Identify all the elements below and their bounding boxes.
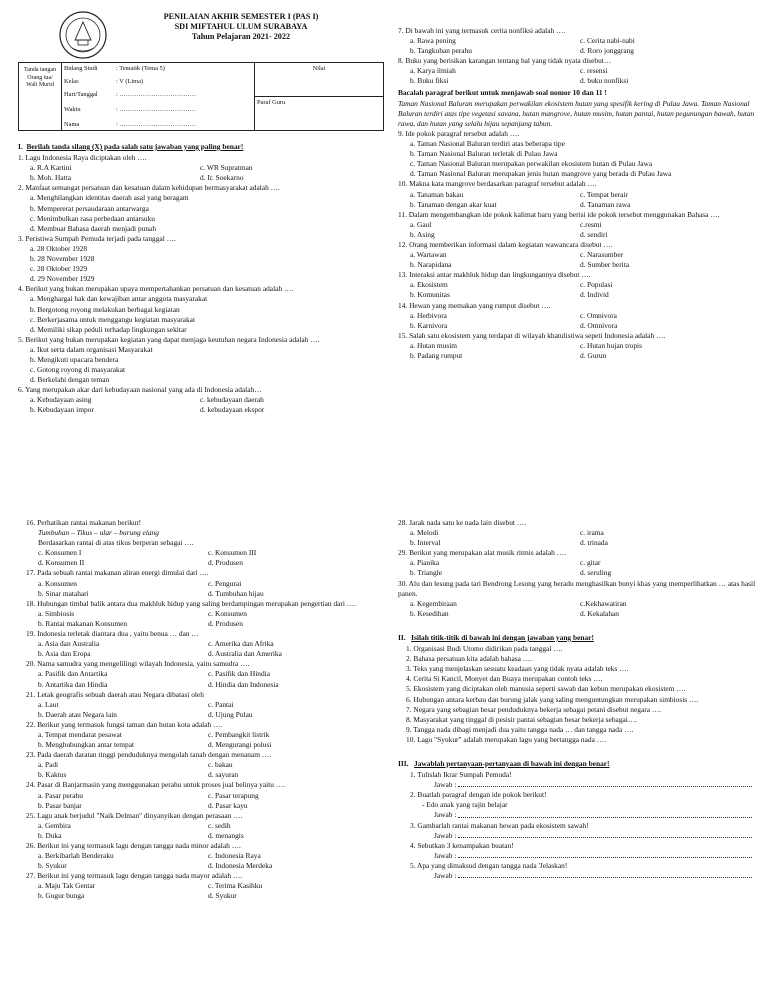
question <box>18 153 390 183</box>
answer-option[interactable]: d. Hindia dan Indonesia <box>208 679 279 689</box>
waktu-field[interactable]: : ……………………………… <box>116 106 197 113</box>
answer-option[interactable]: d. trinada <box>580 538 608 548</box>
answer-option[interactable]: b. Sinar matahari <box>38 588 89 598</box>
kelas-value: : V (Lima) <box>116 78 144 85</box>
question-text: 18. Hubungan timbal balik antara dua makhluk hidup yang saling berdampingan merupakan pengertian dari …. <box>26 598 357 608</box>
answer-option[interactable]: a. Laut <box>38 699 59 709</box>
section-2-heading <box>398 633 760 643</box>
essay-question-text: 4. Sebutkan 3 kenampakan buatan! <box>410 840 514 850</box>
essay-list <box>398 770 760 881</box>
fill-in-item: 6. Hubungan antara kerbau dan burung jalak yang saling menguntungkan merupakan simbiosis …. <box>406 694 699 704</box>
fill-in-item: 3. Teks yang menjelaskan sesuatu keadaan yang tidak nyata adalah teks …. <box>406 664 629 674</box>
answer-options <box>26 609 390 629</box>
answer-option[interactable]: a. Pasifik dan Antartika <box>38 669 108 679</box>
answer-option[interactable]: c. sedih <box>208 820 231 830</box>
question <box>18 183 390 233</box>
answer-dots[interactable] <box>458 871 752 878</box>
answer-dots[interactable] <box>458 780 752 787</box>
question-16-prompt: Berdasarkan rantai di atas tikus berperan sebagai …. <box>38 538 194 548</box>
answer-option[interactable]: a. Tempat mendarat pesawat <box>38 729 122 739</box>
question <box>398 240 760 270</box>
question-text: 14. Hewan yang memakan yang rumput disebut …. <box>398 300 551 310</box>
fill-in-item: 9. Tangga nada dibagi menjadi dua yaitu tangga nada … dan tangga nada …. <box>406 724 634 734</box>
answer-option[interactable]: a. Berkibarlah Benderaku <box>38 851 114 861</box>
student-info-table <box>18 62 384 131</box>
answer-option[interactable]: c. Pasar terapung <box>208 790 259 800</box>
bidang-value: : Tematik (Tema 5) <box>116 65 165 72</box>
answer-option[interactable]: a. Wartawan <box>410 250 447 260</box>
answer-options <box>26 851 390 871</box>
right-column-top <box>398 26 760 361</box>
answer-dots[interactable] <box>458 851 752 858</box>
answer-option[interactable]: b. Kebudayaan impor <box>30 405 94 415</box>
answer-option[interactable]: a. Konsumen <box>38 578 77 588</box>
answer-option[interactable]: b. Kesedihan <box>410 608 449 618</box>
answer-options <box>26 579 390 599</box>
question-text: 28. Jarak nada satu ke nada lain disebut …. <box>398 518 527 527</box>
passage-heading: Bacalah paragraf berikut untuk menjawab soal nomor 10 dan 11 ! <box>398 87 607 97</box>
question-text: 23. Pada daerah daratan tinggi penduduknya mengolah tanah dengan menanam …. <box>26 750 272 760</box>
answer-option[interactable]: c. Omnivora <box>580 310 617 320</box>
question-text: 4. Berikut yang bukan merupakan upaya mempertahankan persatuan dan kesatuan adalah …. <box>18 284 294 294</box>
section-3-number: III. <box>398 758 409 768</box>
answer-option[interactable]: b. Mengikuti upacara bendera <box>30 354 119 364</box>
answer-option[interactable]: a. Ikut serta dalam organisasi Masyarakat <box>30 344 153 354</box>
question <box>26 720 390 750</box>
answer-option[interactable]: a. Maju Tak Gentar <box>38 881 96 891</box>
question-text: 27. Berikut ini yang termasuk lagu dengan tangga nada mayor adalah …. <box>26 871 243 881</box>
question <box>398 518 760 548</box>
answer-option[interactable]: c. Terima Kasihku <box>208 881 263 891</box>
answer-options <box>398 190 760 210</box>
answer-option[interactable]: c.resmi <box>580 219 602 229</box>
food-chain-text: Tumbuhan – Tikus – ular – burung elang <box>38 528 159 538</box>
jawab-label: Jawab : <box>434 810 457 820</box>
answer-option[interactable]: b. Pasar banjar <box>38 800 82 810</box>
question <box>398 579 760 619</box>
answer-option[interactable]: c. Konsumen I <box>38 548 82 558</box>
answer-option[interactable]: b. Moh. Hatta <box>30 173 72 183</box>
answer-option[interactable]: b. Rantai makanan Konsumen <box>38 618 128 628</box>
school-name: SDI MIFTAHUL ULUM SURABAYA <box>174 22 308 31</box>
answer-option[interactable]: c. Taman Nasional Baluran merupakan perwakilan ekosistem hutan di Pulau Jawa <box>410 159 653 169</box>
answer-option[interactable]: b. Interval <box>410 538 441 548</box>
answer-option[interactable]: d. Ujung Pulau <box>208 709 253 719</box>
fill-in-item: 4. Cerita Si Kancil, Monyet dan Buaya merupakan contoh teks …. <box>406 674 603 684</box>
question-16 <box>26 518 390 568</box>
answer-option[interactable]: d. kebudayaan ekspor <box>200 405 265 415</box>
answer-options <box>398 250 760 270</box>
question-text: 2. Manfaat semangat persatuan dan kesatuan dalam kehidupan bermasyarakat adalah …. <box>18 183 280 193</box>
answer-option[interactable]: b. Komunitas <box>410 290 450 300</box>
question-text: 8. Buku yang berisikan karangan tentang hal yang tidak nyata disebut… <box>398 56 612 66</box>
answer-options <box>398 139 760 179</box>
answer-line[interactable] <box>410 851 760 861</box>
answer-option[interactable]: c. Gotong royong di masyarakat <box>30 365 126 375</box>
answer-option[interactable]: c. Konsumen III <box>208 548 257 558</box>
answer-option[interactable]: d. Produsen <box>208 618 243 628</box>
answer-option[interactable]: c. Pembangkit listrik <box>208 729 270 739</box>
nama-label: Nama <box>64 121 80 128</box>
answer-option[interactable]: b. 28 November 1928 <box>30 254 95 264</box>
answer-line[interactable] <box>410 780 760 790</box>
question-text: 15. Salah satu ekosistem yang terdapat di wilayah khatulistiwa sepeti Indonesia adalah …. <box>398 330 666 340</box>
question-list-7-8 <box>398 26 760 87</box>
answer-option[interactable]: a. Taman Nasional Baluran terdiri atas beberapa tipe <box>410 139 565 149</box>
question <box>398 270 760 300</box>
exam-header <box>18 6 390 134</box>
essay-question-text: 1. Tulislah Ikrar Sumpah Pemuda! <box>410 770 512 780</box>
answer-option[interactable]: c. Pengurai <box>208 578 242 588</box>
answer-option[interactable]: b. Duka <box>38 830 62 840</box>
jawab-label: Jawab : <box>434 830 457 840</box>
answer-option[interactable]: c. Amerika dan Afrika <box>208 639 274 649</box>
answer-option[interactable]: c. Tempat berair <box>580 189 628 199</box>
answer-option[interactable]: d. Mengurangi polusi <box>208 740 272 750</box>
nilai-cell <box>255 63 384 97</box>
jawab-label: Jawab : <box>434 780 457 790</box>
question-text: 11. Dalam mengembangkan ide pokok kalimat baru yang berisi ide pokok tersebut menggunakan Bahasa …. <box>398 209 720 219</box>
answer-option[interactable]: a. Pasar perahu <box>38 790 83 800</box>
essay-question-text: 5. Apa yang dimaksud dengan tangga nada 'Jelaskan! <box>410 860 568 870</box>
answer-option[interactable]: c. Hutan hujan tropis <box>580 340 642 350</box>
answer-option[interactable]: b. Menghubungkan antar tempat <box>38 740 135 750</box>
answer-options <box>26 791 390 811</box>
answer-option[interactable]: d. Ir. Soekarno <box>200 173 244 183</box>
section-2-instruction: Isilah titik-titik di bawah ini dengan jawaban yang benar! <box>411 632 594 642</box>
answer-options <box>26 730 390 750</box>
question <box>26 841 390 871</box>
answer-option[interactable]: d. Kekalahan <box>580 608 619 618</box>
answer-option[interactable]: b. Narapidana <box>410 260 452 270</box>
answer-option[interactable]: c. Konsumen <box>208 608 247 618</box>
question-list-17-27 <box>26 568 390 901</box>
answer-options <box>398 558 760 578</box>
answer-option[interactable]: a. Ekosistem <box>410 280 448 290</box>
answer-option[interactable]: d. Tumbuhan hijau <box>208 588 264 598</box>
answer-option[interactable]: c. Cerita nabi-nabi <box>580 36 635 46</box>
answer-options <box>18 345 390 385</box>
answer-option[interactable]: b. Mempererat persaudaraan antarwarga <box>30 203 149 213</box>
jawab-label: Jawab : <box>434 871 457 880</box>
answer-option[interactable]: c. WR Supratman <box>200 163 253 173</box>
answer-options <box>26 639 390 659</box>
question-list-28-30 <box>398 518 760 619</box>
right-column-bottom <box>398 518 760 881</box>
hari-field[interactable]: : ……………………………… <box>116 91 197 98</box>
question <box>398 56 760 86</box>
nilai-label: Nilai <box>312 65 326 72</box>
answer-options <box>398 66 760 86</box>
answer-options <box>26 700 390 720</box>
question-text: 12. Orang memberikan informasi dalam kegiatan wawancara disebut …. <box>398 239 613 249</box>
answer-line[interactable] <box>410 810 760 820</box>
answer-dots[interactable] <box>458 831 752 838</box>
question-text: 6. Yang merupakan akar dari kebudayaan nasional yang ada di Indonesia adalah… <box>18 385 262 395</box>
answer-option[interactable]: b. Padang rumput <box>410 351 463 360</box>
answer-option[interactable]: d. 29 November 1929 <box>30 274 95 284</box>
answer-option[interactable]: c. gitar <box>580 558 601 568</box>
essay-question <box>410 861 760 881</box>
question-text: 10. Makna kata mangrove berdasarkan paragraf tersebut adalah …. <box>398 179 597 189</box>
answer-option[interactable]: d. Berkelahi dengan teman <box>30 375 110 385</box>
bidang-label: Bidang Studi <box>64 65 98 72</box>
question <box>398 301 760 331</box>
school-logo-icon <box>58 10 108 60</box>
question <box>26 659 390 689</box>
question-list-1-6 <box>18 153 390 415</box>
answer-option[interactable]: a. Kegembiraan <box>410 598 457 608</box>
answer-option[interactable]: c. Menimbulkan rasa perbedaan antarsuku <box>30 213 155 223</box>
answer-option[interactable]: a. Simbiosis <box>38 608 75 618</box>
answer-option[interactable]: d. Gurun <box>580 351 607 360</box>
section-1-heading <box>18 142 390 152</box>
section-3-instruction: Jawablah pertanyaan-pertanyaan di bawah ini dengan benar! <box>414 758 610 768</box>
question <box>18 284 390 334</box>
answer-option[interactable]: a. Hutan musim <box>410 340 458 350</box>
waktu-label: Waktu <box>64 106 81 113</box>
question <box>26 690 390 720</box>
question <box>26 629 390 659</box>
answer-option[interactable]: b. Daerah atau Negara lain <box>38 709 117 719</box>
section-1-number: I. <box>18 142 23 151</box>
fill-in-item: 5. Ekosistem yang diciptakan oleh manusia seperti sawah dan kebun merupakan ekosistem …. <box>406 684 686 694</box>
answer-option[interactable]: d. Roro jonggrang <box>580 46 634 56</box>
fill-in-list <box>398 644 760 745</box>
answer-option[interactable]: d. Produsen <box>208 558 243 568</box>
answer-options <box>398 341 760 361</box>
question <box>26 811 390 841</box>
essay-question <box>410 841 760 861</box>
answer-option[interactable]: a. R.A Kartini <box>30 163 72 173</box>
question <box>18 234 390 284</box>
answer-option[interactable]: a. Kebudayaan asing <box>30 395 92 405</box>
section-2-number: II. <box>398 632 406 642</box>
left-column-bottom <box>26 518 390 902</box>
question-text: 30. Alu dan lesung pada tari Bendrong Lesung yang beradu menghasilkan bunyi khas yang memperlihatkan … atas hasil panen. <box>398 578 756 598</box>
answer-option[interactable]: d. Individ <box>580 290 609 300</box>
answer-option[interactable]: b. Asia dan Eropa <box>38 649 91 659</box>
answer-option[interactable]: a. 28 Oktober 1928 <box>30 243 88 253</box>
jawab-label: Jawab : <box>434 850 457 860</box>
passage-text: Taman Nasional Baluran merupakan perwakilan ekosistem hutan yang spesifik kering di Pulau Jawa. Taman Nasional Baluran terdiri atas tipe vegetasi savana, hutan mangrove, hutan musim, hutan pantai, hutan pegunungan bawah, hutan rawa, dan hutan yang selalu hijau sepanjang tahun. <box>398 98 755 128</box>
question-text: 5. Berikut yang bukan merupakan kegiatan yang dapat menjaga keutuhan negara Indonesia adalah …. <box>18 334 320 344</box>
answer-option[interactable]: b. Kaktus <box>38 770 67 780</box>
essay-question-text: 2. Buatlah paragraf dengan ide pokok berikut! <box>410 790 547 800</box>
answer-options <box>26 760 390 780</box>
answer-option[interactable]: c. Berkerjasama untuk menggangu kegiatan masyarakat <box>30 314 195 324</box>
question <box>26 599 390 629</box>
answer-option[interactable]: b. Tangkuban perahu <box>410 46 472 56</box>
answer-option[interactable]: a. Gembira <box>38 820 71 830</box>
answer-option[interactable]: b. Antartika dan Hindia <box>38 679 108 689</box>
question-text: 25. Lagu anak berjudul "Naik Delman" dinyanyikan dengan perasaan …. <box>26 810 243 820</box>
answer-options <box>398 599 760 619</box>
question <box>398 129 760 179</box>
essay-question <box>410 821 760 841</box>
answer-option[interactable]: d. Indonesia Merdeka <box>208 861 273 871</box>
question <box>18 335 390 385</box>
answer-option[interactable]: b. Triangle <box>410 568 443 578</box>
question <box>26 780 390 810</box>
question-text: 9. Ide pokok paragraf tersebut adalah …. <box>398 128 520 138</box>
parent-signature-label: Tanda tangan Orang tua/ Wali Murid <box>23 67 57 88</box>
paraf-label: Paraf Guru <box>257 99 286 106</box>
answer-option[interactable]: d. Syukur <box>208 891 237 901</box>
question-text: 24. Pasar di Banjarmasin yang menggunakan perahu untuk proses jual belinya yaitu …. <box>26 780 286 790</box>
answer-options <box>398 528 760 548</box>
answer-options <box>398 311 760 331</box>
answer-option[interactable]: d. Konsumen II <box>38 558 85 568</box>
fill-in-item: 8. Masyarakat yang tinggal di pesisir pantai sebagian besar bekerja sebagai…. <box>406 714 638 724</box>
essay-question-sub: - Edo anak yang rajin belajar <box>422 800 508 810</box>
question-text: 26. Berikut ini yang termasuk lagu dengan tangga nada minor adalah …. <box>26 841 241 850</box>
fill-in-item: 2. Bahasa persatuan kita adalah bahasa …. <box>406 654 533 664</box>
answer-option[interactable]: d. sayuran <box>208 770 239 780</box>
answer-option[interactable]: d. sendiri <box>580 229 608 239</box>
answer-option[interactable]: a. Asia dan Australia <box>38 639 100 649</box>
question-text: 21. Letak geografis sebuah daerah atau Negara dibatasi oleh <box>26 689 204 699</box>
fill-in-item: 7. Negara yang sebagian besar penduduknya bekerja sebagai petani disebut negara …. <box>406 704 662 714</box>
answer-option[interactable]: d. Memiliki sikap peduli terhadap lingkungan sekitar <box>30 324 187 334</box>
question <box>18 385 390 415</box>
answer-option[interactable]: c. Indonesia Raya <box>208 851 261 861</box>
answer-option[interactable]: b. Karnivora <box>410 320 448 330</box>
kelas-label: Kelas <box>64 78 79 85</box>
essay-question <box>410 790 760 820</box>
essay-question-text: 3. Gambarlah rantai makanan hewan pada ekosistem sawah! <box>410 820 589 830</box>
answer-option[interactable]: a. Melodi <box>410 528 439 538</box>
answer-option[interactable]: a. Karya ilmiah <box>410 66 456 76</box>
question <box>26 750 390 780</box>
answer-options <box>26 669 390 689</box>
answer-options <box>398 280 760 300</box>
hari-label: Hari/Tanggal <box>64 91 98 98</box>
answer-option[interactable]: c.Kekhawatiran <box>580 598 627 608</box>
question <box>26 871 390 901</box>
answer-option[interactable]: c. resensi <box>580 66 608 76</box>
answer-option[interactable]: a. Rawa pening <box>410 36 456 46</box>
nama-field[interactable]: : ……………………………… <box>116 121 197 128</box>
answer-option[interactable]: b. Tanaman dengan akar kuat <box>410 199 497 209</box>
answer-option[interactable]: d. menangis <box>208 830 244 840</box>
answer-option[interactable]: a. Padi <box>38 760 59 770</box>
answer-option[interactable]: d. Pasar kayu <box>208 800 248 810</box>
answer-option[interactable]: a. Menghilangkan identitas daerah asal yang beragam <box>30 193 189 203</box>
answer-option[interactable]: c. Pasifik dan Hindia <box>208 669 270 679</box>
question-text: 1. Lagu Indonesia Raya diciptakan oleh …. <box>18 153 147 163</box>
answer-option[interactable]: d. Sumber berita <box>580 260 630 270</box>
question <box>398 179 760 209</box>
answer-option[interactable]: c. Narasumber <box>580 250 624 260</box>
exam-title-block <box>136 12 346 42</box>
left-column-top <box>18 140 390 416</box>
answer-options <box>18 244 390 284</box>
section-3-heading <box>398 759 760 769</box>
answer-option[interactable]: a. Pianika <box>410 558 440 568</box>
answer-option[interactable]: d. Tanaman rawa <box>580 199 631 209</box>
answer-line[interactable] <box>410 871 760 881</box>
question-16-options <box>26 548 390 568</box>
answer-option[interactable]: d. buku nonfiksi <box>580 76 629 86</box>
answer-dots[interactable] <box>458 810 752 817</box>
answer-option[interactable]: d. Omnivora <box>580 320 618 330</box>
answer-option[interactable]: d. Australia dan Amerika <box>208 649 282 659</box>
answer-option[interactable]: a. Gaul <box>410 219 432 229</box>
answer-option[interactable]: b. Buku fiksi <box>410 76 449 86</box>
question-text: 29. Berikut yang merupakan alat musik ritmis adalah …. <box>398 548 566 558</box>
answer-option[interactable]: c. Pantai <box>208 699 234 709</box>
answer-option[interactable]: a. Menghargai hak dan kewajiban antar anggota masyarakat <box>30 294 208 304</box>
fill-in-item: 1. Organisasi Budi Utomo didirikan pada tanggal …. <box>406 644 563 654</box>
answer-option[interactable]: c. bakau <box>208 760 233 770</box>
student-info-cell <box>62 63 255 131</box>
answer-options <box>26 881 390 901</box>
question <box>398 210 760 240</box>
exam-title: PENILAIAN AKHIR SEMESTER I (PAS I) <box>163 12 319 21</box>
answer-options <box>18 294 390 334</box>
essay-question <box>410 770 760 790</box>
answer-option[interactable]: c. irama <box>580 528 604 538</box>
section-1-instruction: Berilah tanda silang (X) pada salah satu jawaban yang paling benar! <box>26 142 244 151</box>
question-list-9-15 <box>398 129 760 361</box>
answer-option[interactable]: d. Taman Nasional Baluran merupakan jenis hutan mangrove yang berada di Pulau Jawa <box>410 169 672 179</box>
answer-option[interactable]: c. 28 Oktober 1929 <box>30 264 88 274</box>
question-text: 7. Di bawah ini yang termasuk cerita nonfiksi adalah …. <box>398 26 566 35</box>
answer-option[interactable]: c. Populasi <box>580 280 613 290</box>
question <box>398 548 760 578</box>
question-text: 20. Nama samudra yang mengelilingi wilayah Indonesia, yaitu samudra …. <box>26 659 250 669</box>
question-text: 13. Interaksi antar makhluk hidup dan lingkungannya disebut …. <box>398 270 591 280</box>
paraf-cell <box>255 97 384 131</box>
parent-signature-cell <box>19 63 62 131</box>
question <box>26 568 390 598</box>
question <box>398 26 760 56</box>
answer-option[interactable]: b. Taman Nasional Baluran terletak di Pulau Jawa <box>410 149 558 159</box>
answer-options <box>18 163 390 183</box>
fill-in-item: 10. Lagu "Syukur" adalah merupakan lagu yang bertangga nada …. <box>406 734 606 744</box>
question-text: 17. Pada sebuah rantai makanan aliran energi dimulai dari …. <box>26 568 209 578</box>
question-text: 22. Berikut yang termasuk fungsi taman dan hutan kota adalah …. <box>26 719 223 729</box>
answer-option[interactable]: b. Bergotong royong melakukan berbagai kegiatan <box>30 304 180 314</box>
answer-options <box>398 36 760 56</box>
answer-options <box>26 821 390 841</box>
answer-option[interactable]: a. Tanaman bakau <box>410 189 464 199</box>
answer-option[interactable]: d. Membuat Bahasa daerah menjadi punah <box>30 223 157 233</box>
question-16-text: 16. Perhatikan rantai makanan berikut! <box>26 518 142 527</box>
answer-option[interactable]: b. Gugur bunga <box>38 891 85 901</box>
answer-line[interactable] <box>410 831 760 841</box>
school-year: Tahun Pelajaran 2021- 2022 <box>191 32 291 41</box>
question-text: 3. Peristiwa Sumpah Pemuda terjadi pada tanggal …. <box>18 233 176 243</box>
question <box>398 331 760 361</box>
answer-options <box>18 395 390 415</box>
answer-option[interactable]: a. Herbivora <box>410 310 447 320</box>
question-text: 19. Indonesia terletak diantara dua , yaitu benua … dan … <box>26 629 199 639</box>
answer-option[interactable]: b. Syukur <box>38 861 67 871</box>
answer-option[interactable]: c. kebudayaan daerah <box>200 395 264 405</box>
answer-options <box>18 193 390 233</box>
answer-option[interactable]: b. Asing <box>410 229 435 239</box>
answer-options <box>398 220 760 240</box>
answer-option[interactable]: d. seruling <box>580 568 612 578</box>
